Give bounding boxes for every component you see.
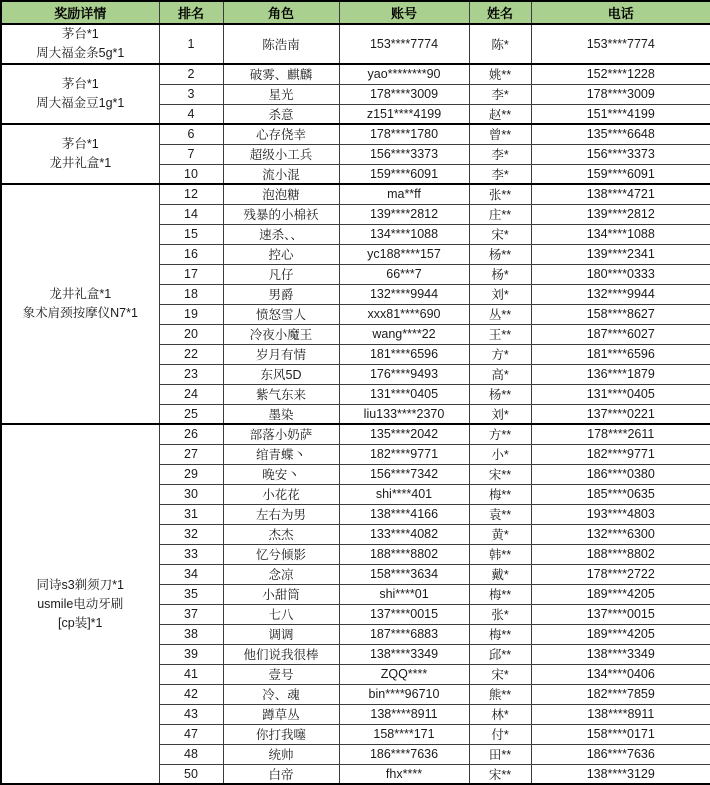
column-header-name: 姓名 xyxy=(469,1,531,24)
cell-name: 张* xyxy=(469,604,531,624)
prize-line: 茅台*1 xyxy=(61,77,99,91)
prize-line: 象术肩颈按摩仪N7*1 xyxy=(22,306,138,320)
cell-name: 熊** xyxy=(469,684,531,704)
cell-name: 小* xyxy=(469,444,531,464)
cell-role: 部落小奶萨 xyxy=(223,424,339,444)
cell-phone: 189****4205 xyxy=(531,584,710,604)
cell-name: 刘* xyxy=(469,284,531,304)
cell-phone: 158****8627 xyxy=(531,304,710,324)
cell-rank: 48 xyxy=(159,744,223,764)
cell-phone: 189****4205 xyxy=(531,624,710,644)
column-header-role: 角色 xyxy=(223,1,339,24)
cell-account: bin****96710 xyxy=(339,684,469,704)
cell-role: 他们说我很棒 xyxy=(223,644,339,664)
cell-rank: 24 xyxy=(159,384,223,404)
cell-name: 韩** xyxy=(469,544,531,564)
cell-account: 158****171 xyxy=(339,724,469,744)
cell-account: 156****7342 xyxy=(339,464,469,484)
cell-rank: 19 xyxy=(159,304,223,324)
table-header xyxy=(1,1,710,24)
prize-line: 同诗s3剃须刀*1 xyxy=(36,577,125,592)
cell-account: 132****9944 xyxy=(339,284,469,304)
cell-name: 梅** xyxy=(469,624,531,644)
table-row xyxy=(1,424,710,444)
cell-phone: 139****2341 xyxy=(531,244,710,264)
cell-name: 梅** xyxy=(469,584,531,604)
cell-role: 你打我噻 xyxy=(223,724,339,744)
cell-rank: 6 xyxy=(159,124,223,144)
cell-account: wang****22 xyxy=(339,324,469,344)
cell-rank: 32 xyxy=(159,524,223,544)
cell-account: ZQQ**** xyxy=(339,664,469,684)
cell-phone: 188****8802 xyxy=(531,544,710,564)
cell-name: 宋** xyxy=(469,764,531,784)
cell-phone: 182****7859 xyxy=(531,684,710,704)
cell-rank: 20 xyxy=(159,324,223,344)
cell-name: 戴* xyxy=(469,564,531,584)
cell-rank: 10 xyxy=(159,164,223,184)
cell-name: 黄* xyxy=(469,524,531,544)
cell-account: 133****4082 xyxy=(339,524,469,544)
cell-account: yc188****157 xyxy=(339,244,469,264)
cell-account: shi****401 xyxy=(339,484,469,504)
cell-name: 梅** xyxy=(469,484,531,504)
cell-role: 杰杰 xyxy=(223,524,339,544)
cell-rank: 23 xyxy=(159,364,223,384)
cell-role: 冷夜小魔王 xyxy=(223,324,339,344)
cell-name: 李* xyxy=(469,84,531,104)
cell-rank: 2 xyxy=(159,64,223,84)
cell-rank: 35 xyxy=(159,584,223,604)
cell-account: 139****2812 xyxy=(339,204,469,224)
cell-name: 杨** xyxy=(469,244,531,264)
cell-name: 付* xyxy=(469,724,531,744)
cell-role: 心存侥幸 xyxy=(223,124,339,144)
cell-role: 蹲草丛 xyxy=(223,704,339,724)
cell-phone: 151****4199 xyxy=(531,104,710,124)
cell-account: 135****2042 xyxy=(339,424,469,444)
cell-role: 速杀、、 xyxy=(223,224,339,244)
cell-role: 左右为男 xyxy=(223,504,339,524)
cell-role: 晚安丶 xyxy=(223,464,339,484)
cell-role: 念凉 xyxy=(223,564,339,584)
cell-role: 冷、魂 xyxy=(223,684,339,704)
prize-line: usmile电动牙刷 xyxy=(37,596,124,611)
cell-phone: 135****6648 xyxy=(531,124,710,144)
prize-line: 茅台*1 xyxy=(61,27,99,41)
cell-rank: 17 xyxy=(159,264,223,284)
cell-role: 超级小工兵 xyxy=(223,144,339,164)
cell-account: 176****9493 xyxy=(339,364,469,384)
cell-rank: 42 xyxy=(159,684,223,704)
column-header-account: 账号 xyxy=(339,1,469,24)
cell-name: 宋* xyxy=(469,224,531,244)
cell-role: 七八 xyxy=(223,604,339,624)
cell-rank: 31 xyxy=(159,504,223,524)
cell-name: 田** xyxy=(469,744,531,764)
cell-name: 张** xyxy=(469,184,531,204)
cell-rank: 7 xyxy=(159,144,223,164)
cell-account: 138****8911 xyxy=(339,704,469,724)
cell-phone: 178****2611 xyxy=(531,424,710,444)
cell-account: 138****4166 xyxy=(339,504,469,524)
cell-phone: 180****0333 xyxy=(531,264,710,284)
cell-name: 方* xyxy=(469,344,531,364)
table-row xyxy=(1,24,710,64)
prize-detail-cell xyxy=(1,64,159,124)
table-row xyxy=(1,64,710,84)
cell-account: ma**ff xyxy=(339,184,469,204)
cell-role: 陈浩南 xyxy=(223,24,339,64)
cell-phone: 181****6596 xyxy=(531,344,710,364)
cell-role: 杀意 xyxy=(223,104,339,124)
cell-rank: 41 xyxy=(159,664,223,684)
cell-name: 赵** xyxy=(469,104,531,124)
cell-rank: 25 xyxy=(159,404,223,424)
cell-role: 破雾、麒麟 xyxy=(223,64,339,84)
cell-role: 控心 xyxy=(223,244,339,264)
cell-account: shi****01 xyxy=(339,584,469,604)
prize-line: 茅台*1 xyxy=(61,137,99,151)
cell-phone: 134****0406 xyxy=(531,664,710,684)
cell-rank: 16 xyxy=(159,244,223,264)
cell-phone: 138****3349 xyxy=(531,644,710,664)
cell-phone: 152****1228 xyxy=(531,64,710,84)
cell-phone: 185****0635 xyxy=(531,484,710,504)
cell-account: 137****0015 xyxy=(339,604,469,624)
cell-phone: 138****3129 xyxy=(531,764,710,784)
cell-account: 134****1088 xyxy=(339,224,469,244)
cell-name: 袁** xyxy=(469,504,531,524)
cell-rank: 3 xyxy=(159,84,223,104)
cell-rank: 1 xyxy=(159,24,223,64)
cell-phone: 156****3373 xyxy=(531,144,710,164)
cell-phone: 136****1879 xyxy=(531,364,710,384)
cell-rank: 30 xyxy=(159,484,223,504)
cell-phone: 138****4721 xyxy=(531,184,710,204)
prize-line: 周大福金豆1g*1 xyxy=(36,96,125,110)
table-body xyxy=(1,24,710,784)
cell-role: 星光 xyxy=(223,84,339,104)
cell-account: 131****0405 xyxy=(339,384,469,404)
cell-name: 杨* xyxy=(469,264,531,284)
cell-role: 忆兮倾影 xyxy=(223,544,339,564)
cell-role: 流小混 xyxy=(223,164,339,184)
cell-name: 宋** xyxy=(469,464,531,484)
cell-name: 杨** xyxy=(469,384,531,404)
prize-line: 龙井礼盒*1 xyxy=(49,156,112,170)
cell-phone: 187****6027 xyxy=(531,324,710,344)
cell-role: 凡仔 xyxy=(223,264,339,284)
cell-phone: 139****2812 xyxy=(531,204,710,224)
cell-role: 小甜筒 xyxy=(223,584,339,604)
cell-role: 调调 xyxy=(223,624,339,644)
cell-phone: 132****9944 xyxy=(531,284,710,304)
cell-account: 138****3349 xyxy=(339,644,469,664)
cell-phone: 159****6091 xyxy=(531,164,710,184)
prize-detail-cell xyxy=(1,184,159,424)
cell-account: 182****9771 xyxy=(339,444,469,464)
cell-account: xxx81****690 xyxy=(339,304,469,324)
cell-account: yao********90 xyxy=(339,64,469,84)
cell-rank: 12 xyxy=(159,184,223,204)
cell-phone: 193****4803 xyxy=(531,504,710,524)
cell-role: 绾青蝶丶 xyxy=(223,444,339,464)
cell-phone: 153****7774 xyxy=(531,24,710,64)
cell-account: fhx**** xyxy=(339,764,469,784)
table-row xyxy=(1,184,710,204)
cell-name: 李* xyxy=(469,144,531,164)
prize-line: 龙井礼盒*1 xyxy=(49,287,112,301)
cell-phone: 178****2722 xyxy=(531,564,710,584)
cell-role: 东风5D xyxy=(223,364,339,384)
cell-account: 181****6596 xyxy=(339,344,469,364)
cell-account: 156****3373 xyxy=(339,144,469,164)
cell-phone: 182****9771 xyxy=(531,444,710,464)
cell-role: 白帝 xyxy=(223,764,339,784)
cell-rank: 43 xyxy=(159,704,223,724)
cell-role: 岁月有情 xyxy=(223,344,339,364)
cell-account: 186****7636 xyxy=(339,744,469,764)
cell-name: 高* xyxy=(469,364,531,384)
cell-phone: 132****6300 xyxy=(531,524,710,544)
prize-line: 周大福金条5g*1 xyxy=(36,46,125,60)
cell-phone: 137****0221 xyxy=(531,404,710,424)
cell-rank: 37 xyxy=(159,604,223,624)
cell-rank: 14 xyxy=(159,204,223,224)
cell-name: 丛** xyxy=(469,304,531,324)
column-header-rank: 排名 xyxy=(159,1,223,24)
cell-name: 刘* xyxy=(469,404,531,424)
prize-line: [cp装]*1 xyxy=(58,615,103,630)
table-row xyxy=(1,124,710,144)
cell-role: 壹号 xyxy=(223,664,339,684)
cell-rank: 22 xyxy=(159,344,223,364)
cell-phone: 134****1088 xyxy=(531,224,710,244)
cell-rank: 33 xyxy=(159,544,223,564)
cell-account: 178****3009 xyxy=(339,84,469,104)
cell-phone: 138****8911 xyxy=(531,704,710,724)
cell-name: 宋* xyxy=(469,664,531,684)
prize-detail-cell xyxy=(1,124,159,184)
cell-phone: 178****3009 xyxy=(531,84,710,104)
cell-role: 男爵 xyxy=(223,284,339,304)
cell-account: z151****4199 xyxy=(339,104,469,124)
cell-name: 方** xyxy=(469,424,531,444)
cell-account: liu133****2370 xyxy=(339,404,469,424)
cell-rank: 39 xyxy=(159,644,223,664)
cell-name: 李* xyxy=(469,164,531,184)
column-header-phone: 电话 xyxy=(531,1,710,24)
cell-role: 愤怒雪人 xyxy=(223,304,339,324)
cell-role: 残暴的小棉袄 xyxy=(223,204,339,224)
cell-name: 庄** xyxy=(469,204,531,224)
cell-rank: 4 xyxy=(159,104,223,124)
cell-rank: 29 xyxy=(159,464,223,484)
cell-role: 紫气东来 xyxy=(223,384,339,404)
cell-phone: 186****7636 xyxy=(531,744,710,764)
cell-name: 陈* xyxy=(469,24,531,64)
cell-account: 188****8802 xyxy=(339,544,469,564)
cell-name: 邱** xyxy=(469,644,531,664)
cell-account: 153****7774 xyxy=(339,24,469,64)
cell-account: 187****6883 xyxy=(339,624,469,644)
cell-role: 墨染 xyxy=(223,404,339,424)
prize-detail-cell xyxy=(1,424,159,784)
cell-role: 小花花 xyxy=(223,484,339,504)
cell-rank: 47 xyxy=(159,724,223,744)
cell-phone: 186****0380 xyxy=(531,464,710,484)
cell-phone: 137****0015 xyxy=(531,604,710,624)
cell-rank: 15 xyxy=(159,224,223,244)
cell-rank: 26 xyxy=(159,424,223,444)
cell-name: 姚** xyxy=(469,64,531,84)
column-header-prize: 奖励详情 xyxy=(1,1,159,24)
cell-rank: 34 xyxy=(159,564,223,584)
cell-phone: 158****0171 xyxy=(531,724,710,744)
cell-account: 178****1780 xyxy=(339,124,469,144)
cell-rank: 18 xyxy=(159,284,223,304)
cell-account: 66***7 xyxy=(339,264,469,284)
prize-detail-cell xyxy=(1,24,159,64)
cell-name: 林* xyxy=(469,704,531,724)
cell-role: 泡泡糖 xyxy=(223,184,339,204)
cell-name: 曾** xyxy=(469,124,531,144)
cell-phone: 131****0405 xyxy=(531,384,710,404)
cell-name: 王** xyxy=(469,324,531,344)
cell-account: 158****3634 xyxy=(339,564,469,584)
cell-rank: 50 xyxy=(159,764,223,784)
cell-rank: 38 xyxy=(159,624,223,644)
cell-role: 统帅 xyxy=(223,744,339,764)
cell-rank: 27 xyxy=(159,444,223,464)
cell-account: 159****6091 xyxy=(339,164,469,184)
